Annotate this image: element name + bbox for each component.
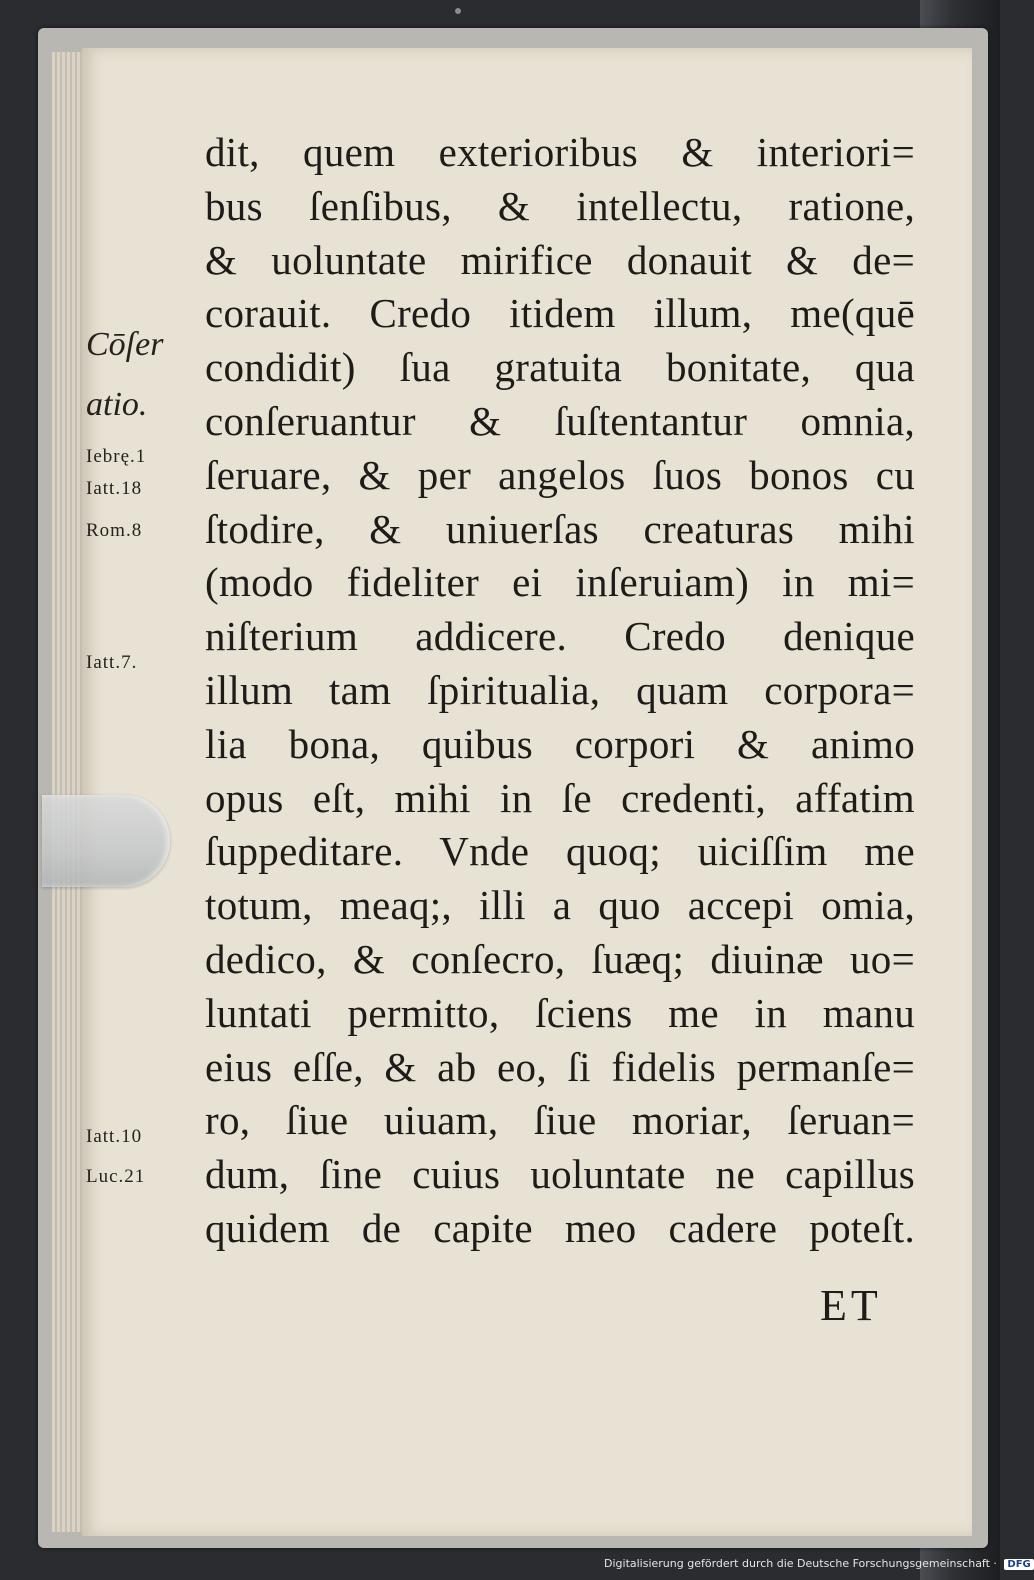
text-line: corauit. Credo itidem illum, me(quē: [205, 290, 915, 337]
dfg-logo: DFG: [1004, 1559, 1033, 1570]
marginal-ref: Iebrę.1: [86, 446, 147, 467]
marginal-ref: Iatt.10: [86, 1126, 143, 1147]
marginal-heading-line2: atio.: [86, 386, 148, 423]
text-line: ſeruare, & per angelos ſuos bonos cu: [205, 451, 915, 498]
text-line: eius eſſe, & ab eo, ſi fidelis permanſe=: [205, 1043, 915, 1090]
scan-mark: [455, 8, 461, 14]
marginal-ref: Luc.21: [86, 1166, 146, 1187]
marginal-heading-line1: Cōſer: [86, 326, 164, 363]
text-line: lia bona, quibus corpori & animo: [205, 720, 915, 767]
text-line: & uoluntate mirifice donauit & de=: [205, 236, 915, 283]
text-line: ſuppeditare. Vnde quoq; uiciſſim me: [205, 828, 915, 875]
credit-text: Digitalisierung gefördert durch die Deutsche Forschungsgemeinschaft ·: [604, 1557, 997, 1570]
text-line: dit, quem exterioribus & interiori=: [205, 129, 915, 175]
marginal-ref: Iatt.18: [86, 478, 143, 499]
body-text: [205, 126, 915, 1256]
catchword: ET: [820, 1281, 882, 1330]
digitization-credit: [604, 1557, 1034, 1570]
text-line: dedico, & conſecro, ſuæq; diuinæ uo=: [205, 935, 915, 982]
text-line: ſtodire, & uniuerſas creaturas mihi: [205, 505, 915, 552]
text-line: opus eſt, mihi in ſe credenti, affatim: [205, 774, 915, 821]
text-line: quidem de capite meo cadere poteſt.: [205, 1204, 915, 1251]
text-line: niſterium addicere. Credo denique: [205, 613, 915, 660]
text-line: totum, meaq;, illi a quo accepi omia,: [205, 882, 915, 929]
text-line: bus ſenſibus, & intellectu, ratione,: [205, 182, 915, 229]
text-line: conſeruantur & ſuſtentantur omnia,: [205, 397, 915, 444]
marginal-ref: Rom.8: [86, 520, 143, 541]
text-line: (modo fideliter ei inſeruiam) in mi=: [205, 559, 915, 606]
page-clip-tab: [42, 795, 170, 887]
text-line: illum tam ſpiritualia, quam corpora=: [205, 666, 915, 713]
text-line: luntati permitto, ſciens me in manu: [205, 989, 915, 1036]
text-line: dum, ſine cuius uoluntate ne capillus: [205, 1151, 915, 1198]
text-line: ro, ſiue uiuam, ſiue moriar, ſeruan=: [205, 1097, 915, 1144]
text-line: condidit) ſua gratuita bonitate, qua: [205, 344, 915, 391]
marginal-ref: Iatt.7.: [86, 652, 138, 673]
